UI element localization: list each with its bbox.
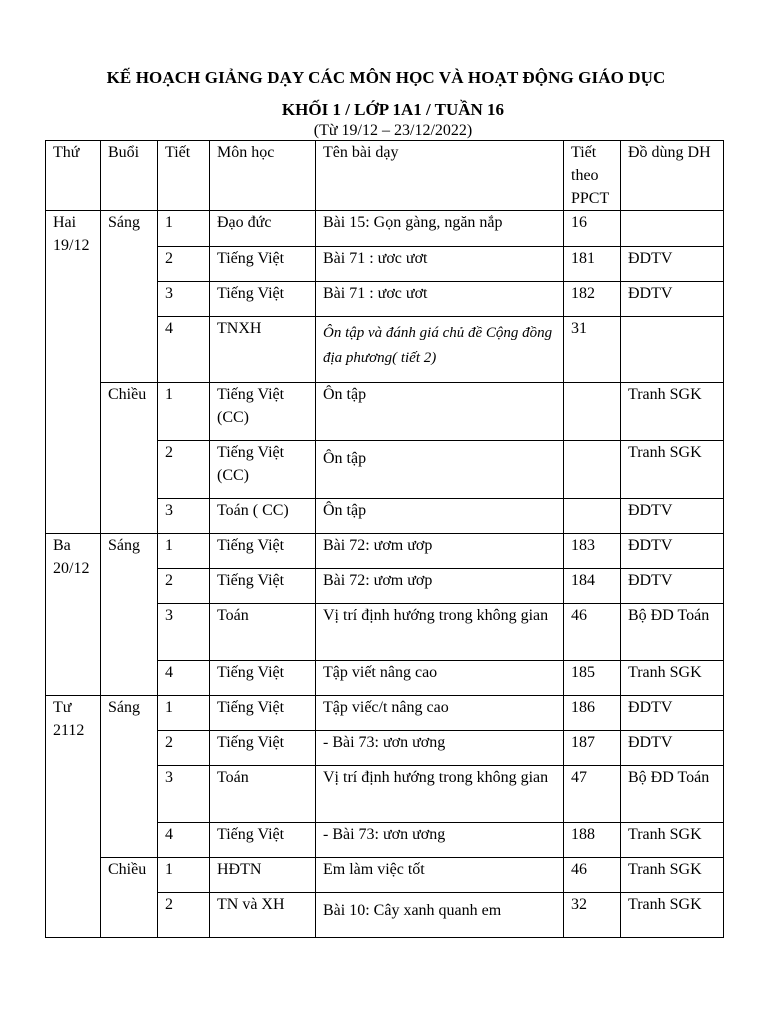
ppct-cell: 46 [564,858,621,893]
header-session: Buổi [101,141,158,211]
materials-cell: Tranh SGK [621,661,724,696]
period-cell: 1 [158,211,210,247]
ppct-cell: 16 [564,211,621,247]
period-cell: 3 [158,766,210,823]
lesson-cell: Bài 72: ươm ươp [316,534,564,569]
subject-cell: HĐTN [210,858,316,893]
session-cell: Sáng [101,211,158,383]
lesson-cell: Vị trí định hướng trong không gian [316,766,564,823]
table-row [46,383,724,441]
materials-cell: ĐDTV [621,569,724,604]
lesson-cell: - Bài 73: ươn ương [316,823,564,858]
period-cell: 3 [158,282,210,317]
session-cell: Chiều [101,858,158,938]
document-title: KẾ HOẠCH GIẢNG DẠY CÁC MÔN HỌC VÀ HOẠT ĐỘNG GIÁO DỤC [106,68,666,87]
materials-cell: Tranh SGK [621,823,724,858]
lesson-text: Ôn tập và đánh giá chủ đề Cộng đồng địa phương( tiết 2) [323,325,553,366]
materials-cell: ĐDTV [621,731,724,766]
subject-cell: TNXH [210,317,316,383]
session-cell: Sáng [101,696,158,858]
document-subtitle: KHỐI 1 / LỚP 1A1 / TUẦN 16 [281,100,505,119]
subject-cell: Toán [210,604,316,661]
lesson-cell: Ôn tập [316,499,564,534]
ppct-cell [564,499,621,534]
materials-cell [621,211,724,247]
header-day: Thứ [46,141,101,211]
materials-cell [621,317,724,383]
lesson-cell: Bài 15: Gọn gàng, ngăn nắp [316,211,564,247]
header-row [46,141,724,211]
materials-cell: ĐDTV [621,499,724,534]
header-period: Tiết [158,141,210,211]
subject-cell: Tiếng Việt [210,282,316,317]
date-range: (Từ 19/12 – 23/12/2022) [313,122,473,139]
ppct-cell: 182 [564,282,621,317]
subject-cell: TN và XH [210,893,316,938]
ppct-cell [564,441,621,499]
materials-cell: ĐDTV [621,696,724,731]
materials-cell: Tranh SGK [621,441,724,499]
lesson-cell: Ôn tập [316,383,564,441]
table-row [46,534,724,569]
day-cell: Hai 19/12 [46,211,101,534]
period-cell: 1 [158,696,210,731]
header-lesson: Tên bài dạy [316,141,564,211]
lesson-cell [316,441,564,499]
ppct-cell: 183 [564,534,621,569]
period-cell: 3 [158,604,210,661]
header-ppct: Tiết theo PPCT [564,141,621,211]
period-cell: 3 [158,499,210,534]
session-cell: Chiều [101,383,158,534]
ppct-cell: 187 [564,731,621,766]
ppct-cell: 185 [564,661,621,696]
ppct-cell: 186 [564,696,621,731]
period-cell: 1 [158,858,210,893]
subject-cell: Tiếng Việt [210,731,316,766]
lesson-cell: - Bài 73: ươn ương [316,731,564,766]
table-row [46,696,724,731]
materials-cell: ĐDTV [621,282,724,317]
materials-cell: Tranh SGK [621,858,724,893]
period-cell: 4 [158,661,210,696]
subject-cell: Tiếng Việt [210,823,316,858]
lesson-cell: Tập viếc/t nâng cao [316,696,564,731]
subject-cell: Tiếng Việt [210,569,316,604]
ppct-cell: 181 [564,247,621,282]
period-cell: 2 [158,731,210,766]
session-cell: Sáng [101,534,158,696]
subject-cell: Toán ( CC) [210,499,316,534]
materials-cell: ĐDTV [621,534,724,569]
ppct-cell: 31 [564,317,621,383]
lesson-text: Bài 10: Cây xanh quanh em [323,902,502,919]
lesson-text: Ôn tập [323,450,367,467]
materials-cell: ĐDTV [621,247,724,282]
subject-cell: Toán [210,766,316,823]
ppct-cell: 46 [564,604,621,661]
subject-cell: Tiếng Việt [210,661,316,696]
table-row [46,858,724,893]
period-cell: 4 [158,317,210,383]
subject-cell: Tiếng Việt [210,696,316,731]
lesson-cell: Tập viết nâng cao [316,661,564,696]
subject-cell: Tiếng Việt (CC) [210,383,316,441]
subject-cell: Tiếng Việt [210,247,316,282]
lesson-cell [316,893,564,938]
period-cell: 2 [158,569,210,604]
materials-cell: Bộ ĐD Toán [621,766,724,823]
materials-cell: Tranh SGK [621,893,724,938]
ppct-cell: 188 [564,823,621,858]
subject-cell: Đạo đức [210,211,316,247]
lesson-cell [316,317,564,383]
header-materials: Đồ dùng DH [621,141,724,211]
day-cell: Ba 20/12 [46,534,101,696]
header-subject: Môn học [210,141,316,211]
lesson-plan-table [45,140,724,938]
ppct-cell: 184 [564,569,621,604]
table-row [46,211,724,247]
ppct-cell: 47 [564,766,621,823]
materials-cell: Tranh SGK [621,383,724,441]
period-cell: 2 [158,441,210,499]
day-cell: Tư 2112 [46,696,101,938]
ppct-cell: 32 [564,893,621,938]
subject-cell: Tiếng Việt [210,534,316,569]
period-cell: 4 [158,823,210,858]
lesson-cell: Bài 72: ươm ươp [316,569,564,604]
ppct-cell [564,383,621,441]
period-cell: 1 [158,383,210,441]
period-cell: 2 [158,893,210,938]
materials-cell: Bộ ĐD Toán [621,604,724,661]
period-cell: 2 [158,247,210,282]
lesson-cell: Bài 71 : ươc ươt [316,247,564,282]
lesson-cell: Vị trí định hướng trong không gian [316,604,564,661]
subject-cell: Tiếng Việt (CC) [210,441,316,499]
period-cell: 1 [158,534,210,569]
lesson-cell: Bài 71 : ươc ươt [316,282,564,317]
lesson-cell: Em làm việc tốt [316,858,564,893]
